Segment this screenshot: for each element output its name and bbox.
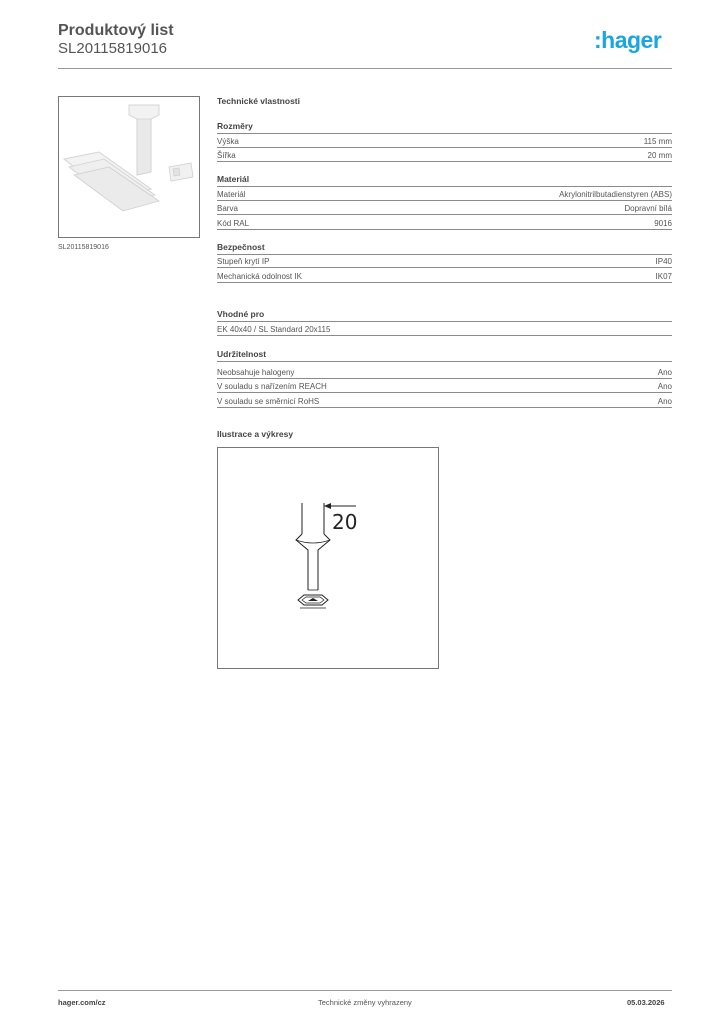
illustrations-heading: Ilustrace a výkresy <box>217 429 294 439</box>
spec-row <box>217 216 672 230</box>
safety-heading: Bezpečnost <box>217 242 672 255</box>
spec-row <box>217 134 672 148</box>
spec-row <box>217 187 672 201</box>
spec-value: 20 mm <box>647 151 672 160</box>
spec-row <box>217 201 672 215</box>
spec-label: V souladu se směrnicí RoHS <box>217 397 320 406</box>
sustainability-heading: Udržitelnost <box>217 349 672 362</box>
footer-date: 05.03.2026 <box>627 998 665 1007</box>
spec-label: Mechanická odolnost IK <box>217 272 302 281</box>
spec-label: V souladu s nařízením REACH <box>217 382 327 391</box>
spec-label: Výška <box>217 137 239 146</box>
spec-row <box>217 254 672 268</box>
material-heading: Materiál <box>217 174 672 187</box>
spec-value: 9016 <box>654 219 672 228</box>
technical-properties-heading: Technické vlastnosti <box>217 96 300 106</box>
footer-divider <box>58 990 672 991</box>
spec-value: Akrylonitrilbutadienstyren (ABS) <box>559 190 672 199</box>
spec-value: IP40 <box>655 257 672 266</box>
technical-drawing <box>217 447 439 669</box>
product-image <box>59 97 199 237</box>
product-photo <box>58 96 200 238</box>
header-divider <box>58 68 672 69</box>
spec-value: Ano <box>657 382 672 391</box>
footer-website: hager.com/cz <box>58 998 106 1007</box>
dimensions-heading: Rozměry <box>217 121 672 134</box>
spec-value: Ano <box>657 368 672 377</box>
hager-logo: :hager <box>594 27 662 53</box>
spec-row <box>217 148 672 162</box>
photo-caption: SL20115819016 <box>58 244 109 251</box>
spec-value: IK07 <box>655 272 672 281</box>
dimension-label: 20 <box>332 510 358 534</box>
spec-label: Neobsahuje halogeny <box>217 368 295 377</box>
spec-label: Šířka <box>217 151 236 160</box>
spec-label: Stupeň krytí IP <box>217 257 270 266</box>
suitable-for-heading: Vhodné pro <box>217 309 672 322</box>
spec-value: Dopravní bílá <box>624 204 672 213</box>
product-code: SL20115819016 <box>58 40 167 57</box>
footer-note: Technické změny vyhrazeny <box>318 998 412 1007</box>
spec-value: 115 mm <box>643 137 672 146</box>
spec-row <box>217 322 672 336</box>
spec-label: Materiál <box>217 190 246 199</box>
profile-drawing <box>218 448 438 668</box>
spec-row <box>217 269 672 283</box>
page-title: Produktový list <box>58 22 174 39</box>
spec-label: Kód RAL <box>217 219 250 228</box>
spec-row <box>217 379 672 393</box>
spec-row <box>217 365 672 379</box>
spec-label: EK 40x40 / SL Standard 20x115 <box>217 325 331 334</box>
spec-label: Barva <box>217 204 238 213</box>
spec-row <box>217 394 672 408</box>
spec-value: Ano <box>657 397 672 406</box>
